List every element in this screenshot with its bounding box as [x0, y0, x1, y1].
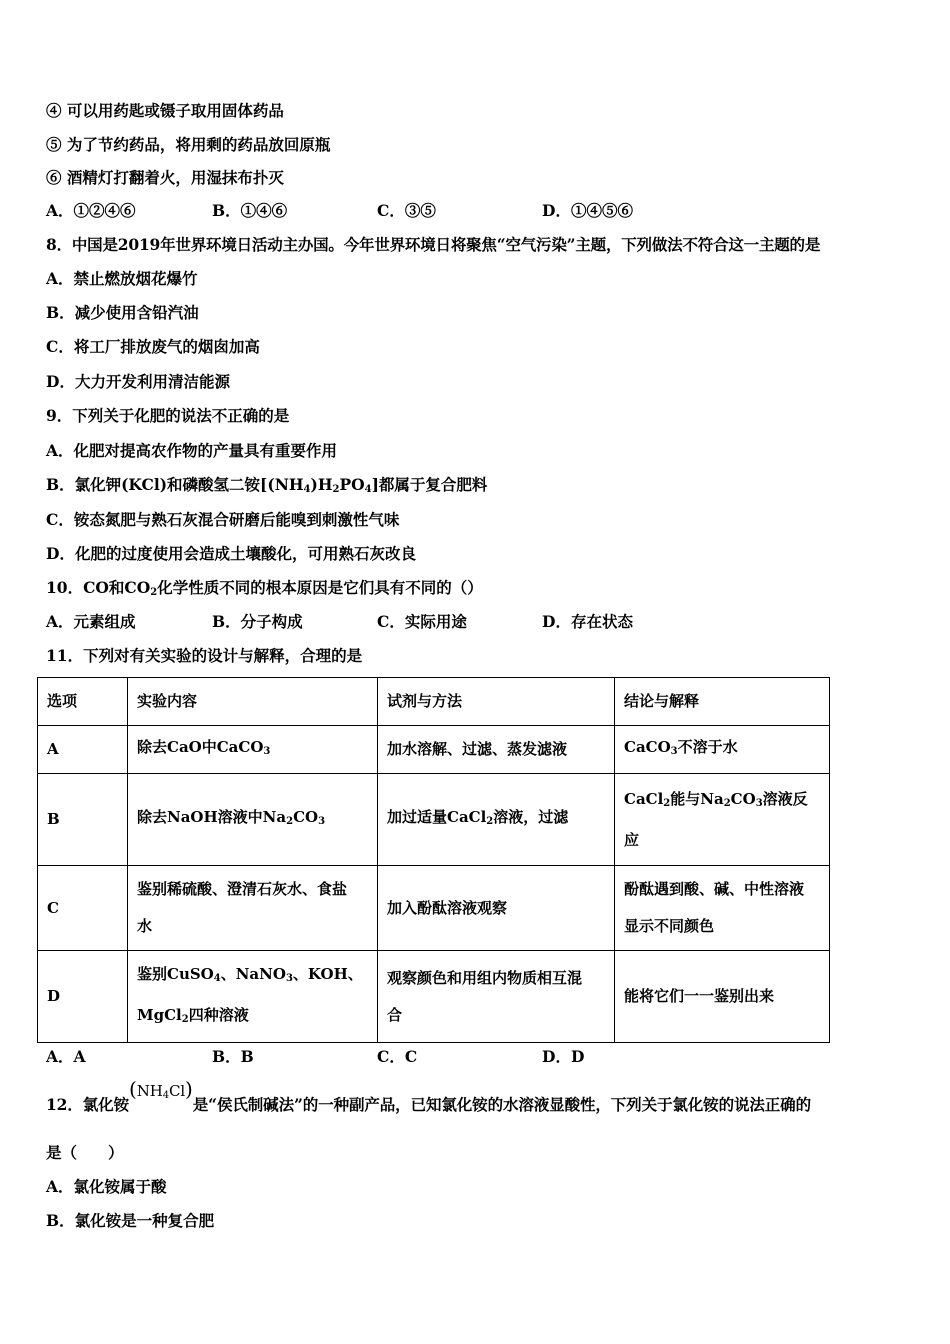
q9-option-c: C．铵态氮肥与熟石灰混合研磨后能嗅到刺激性气味: [46, 510, 400, 529]
row-d-content: 鉴别CuSO$_4$、NaNO$_3$、KOH、 MgCl$_2$四种溶液: [128, 951, 378, 1043]
row-a-conclusion: CaCO$_3$不溶于水: [615, 726, 830, 774]
table-header-row: [38, 678, 830, 726]
q10-option-b: B．分子构成: [212, 612, 303, 631]
row-d-conclusion: 能将它们一一鉴别出来: [615, 951, 830, 1043]
q7-option-b: B．①④⑥: [212, 201, 288, 220]
q11-table: [37, 677, 830, 1043]
q9-stem: 9．下列关于化肥的说法不正确的是: [46, 406, 290, 425]
q12-stem-line2: 是（ ）: [46, 1143, 124, 1162]
q12-stem: 12．氯化铵$(NH_4Cl)$是“侯氏制碱法”的一种副产品，已知氯化铵的水溶液显酸性，下列关于氯化铵的说法正确的: [46, 1077, 811, 1114]
q7-option-d: D．①④⑤⑥: [542, 201, 633, 220]
row-d-option: D: [38, 951, 128, 1043]
q12-option-b: B．氯化铵是一种复合肥: [46, 1211, 215, 1230]
q11-option-c: C．C: [377, 1047, 418, 1066]
table-row: [38, 774, 830, 866]
q7-option-c: C．③⑤: [377, 201, 436, 220]
q9-option-d: D．化肥的过度使用会造成土壤酸化，可用熟石灰改良: [46, 544, 416, 563]
header-conclusion: 结论与解释: [615, 678, 830, 726]
q11-stem: 11．下列对有关实验的设计与解释，合理的是: [46, 646, 363, 665]
q7-option-a: A．①②④⑥: [46, 201, 136, 220]
q7-item-6: ⑥ 酒精灯打翻着火，用湿抹布扑灭: [46, 168, 284, 187]
q7-item-4: ④ 可以用药匙或镊子取用固体药品: [46, 101, 284, 120]
q10-option-c: C．实际用途: [377, 612, 467, 631]
q11-option-d: D．D: [542, 1047, 585, 1066]
header-option: 选项: [38, 678, 128, 726]
q10-option-d: D．存在状态: [542, 612, 633, 631]
q10-stem: 10．CO和$CO_2$化学性质不同的根本原因是它们具有不同的（）: [46, 578, 483, 598]
header-method: 试剂与方法: [378, 678, 615, 726]
q8-option-c: C．将工厂排放废气的烟囱加高: [46, 337, 260, 356]
q8-stem: 8．中国是2019年世界环境日活动主办国。今年世界环境日将聚焦“空气污染”主题，下列做法不符合这一主题的是: [46, 235, 821, 254]
table-row: [38, 866, 830, 951]
q10-option-a: A．元素组成: [46, 612, 136, 631]
q12-option-a: A．氯化铵属于酸: [46, 1177, 167, 1196]
row-a-method: 加水溶解、过滤、蒸发滤液: [378, 726, 615, 774]
row-b-conclusion: CaCl$_2$能与$Na_2CO_3$溶液反 应: [615, 774, 830, 866]
row-c-option: C: [38, 866, 128, 951]
table-row: [38, 726, 830, 774]
q7-item-5: ⑤ 为了节约药品，将用剩的药品放回原瓶: [46, 135, 331, 154]
q9-option-b: B．氯化钾(KCl)和磷酸氢二铵$[(NH_4)H_2PO_4]$都属于复合肥料: [46, 475, 488, 495]
row-c-conclusion: 酚酞遇到酸、碱、中性溶液 显示不同颜色: [615, 866, 830, 951]
q9-option-a: A．化肥对提高农作物的产量具有重要作用: [46, 441, 338, 460]
row-b-method: 加过适量CaCl$_2$溶液，过滤: [378, 774, 615, 866]
q11-option-b: B．B: [212, 1047, 254, 1066]
row-c-method: 加入酚酞溶液观察: [378, 866, 615, 951]
row-d-method: 观察颜色和用组内物质相互混 合: [378, 951, 615, 1043]
ammonium-chloride-formula: $(NH_4Cl)$: [128, 1077, 193, 1101]
q8-option-a: A．禁止燃放烟花爆竹: [46, 269, 198, 288]
row-a-option: A: [38, 726, 128, 774]
q8-option-d: D．大力开发利用清洁能源: [46, 372, 230, 391]
table-row: [38, 951, 830, 1043]
q11-option-a: A．A: [46, 1047, 86, 1066]
q8-option-b: B．减少使用含铅汽油: [46, 303, 199, 322]
header-content: 实验内容: [128, 678, 378, 726]
row-b-option: B: [38, 774, 128, 866]
row-b-content: 除去NaOH溶液中$Na_2CO_3$: [128, 774, 378, 866]
row-c-content: 鉴别稀硫酸、澄清石灰水、食盐 水: [128, 866, 378, 951]
row-a-content: 除去CaO中CaCO$_3$: [128, 726, 378, 774]
